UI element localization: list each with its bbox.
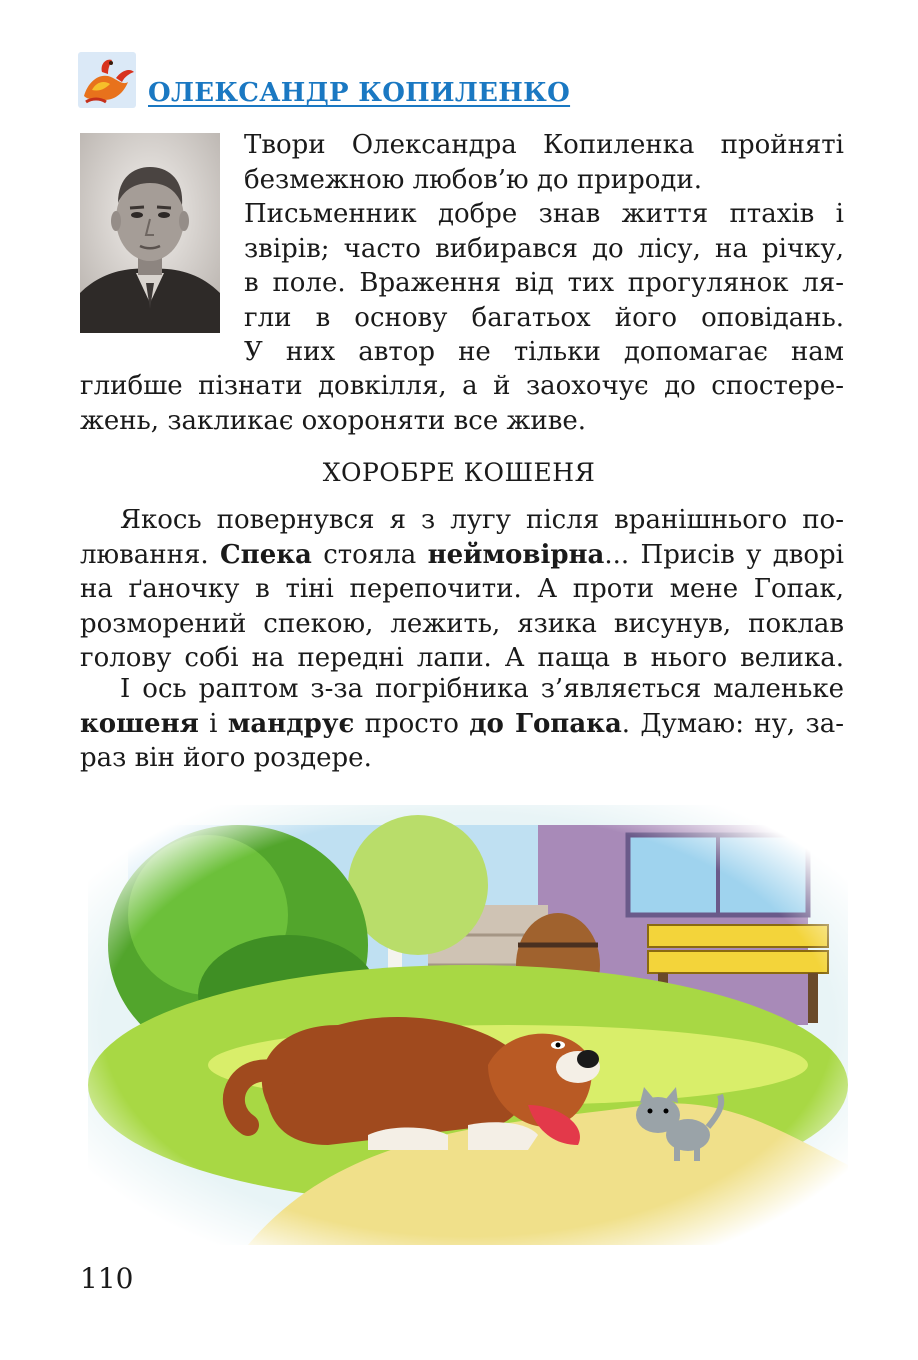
text-run: просто xyxy=(354,708,470,739)
bio-line: в поле. Враження від тих прогулянок ля- xyxy=(244,268,844,298)
text-run: лювання. xyxy=(80,539,220,570)
bio-line: звірів; часто вибирався до лісу, на річку, xyxy=(244,233,844,264)
story-title: ХОРОБРЕ КОШЕНЯ xyxy=(322,458,596,487)
story-line: раз він його роздере. xyxy=(80,743,372,773)
bio-line: Письменник добре знав життя птахів і xyxy=(244,199,844,229)
story-paragraph-1 xyxy=(80,503,844,676)
bold-word: до Гопака xyxy=(469,708,622,739)
bio-line: глибше пізнати довкілля, а й заохочує до спостере- xyxy=(80,371,844,401)
text-run: стояла xyxy=(311,539,428,570)
bio-paragraph-2 xyxy=(244,197,844,370)
story-line: розморений спекою, лежить, язика висунув, поклав xyxy=(80,608,844,639)
bio-line: безмежною любов’ю до природи. xyxy=(244,164,703,195)
bold-word: мандрує xyxy=(227,708,355,739)
bio-paragraph-1 xyxy=(244,128,844,197)
story-paragraph-2 xyxy=(80,672,844,776)
text-run: і xyxy=(198,708,228,739)
text-run: ... Присів у дворі xyxy=(604,539,844,570)
story-line: І ось раптом з-за погрібника з’являється маленьке xyxy=(120,674,844,704)
bio-paragraph-2-continued xyxy=(80,369,844,438)
firebird-logo-icon xyxy=(78,52,136,108)
author-portrait xyxy=(80,133,220,333)
bio-line: жень, закликає охороняти все живе. xyxy=(80,405,587,436)
story-line: голову собі на передні лапи. А паща в нього велика. xyxy=(80,643,844,673)
text-run: . Думаю: ну, за- xyxy=(621,708,844,739)
bio-line: гли в основу багатьох його оповідань. xyxy=(244,302,844,333)
bold-word: Спека xyxy=(219,539,312,570)
dog-and-kitten-illustration xyxy=(88,805,848,1245)
page-number: 110 xyxy=(80,1262,134,1295)
bold-word: кошеня xyxy=(80,708,199,739)
story-line xyxy=(80,707,844,742)
story-line xyxy=(80,538,844,573)
chapter-header xyxy=(78,52,778,112)
story-line: на ґаночку в тіні перепочити. А проти мене Гопак, xyxy=(80,574,844,604)
story-line: Якось повернувся я з лугу після вранішнього по- xyxy=(120,505,844,535)
bio-line: У них автор не тільки допомагає нам xyxy=(244,337,844,367)
bio-line: Твори Олександра Копиленка пройняті xyxy=(244,130,844,160)
bold-word: неймовірна xyxy=(427,539,605,570)
author-name: ОЛЕКСАНДР КОПИЛЕНКО xyxy=(148,78,571,108)
